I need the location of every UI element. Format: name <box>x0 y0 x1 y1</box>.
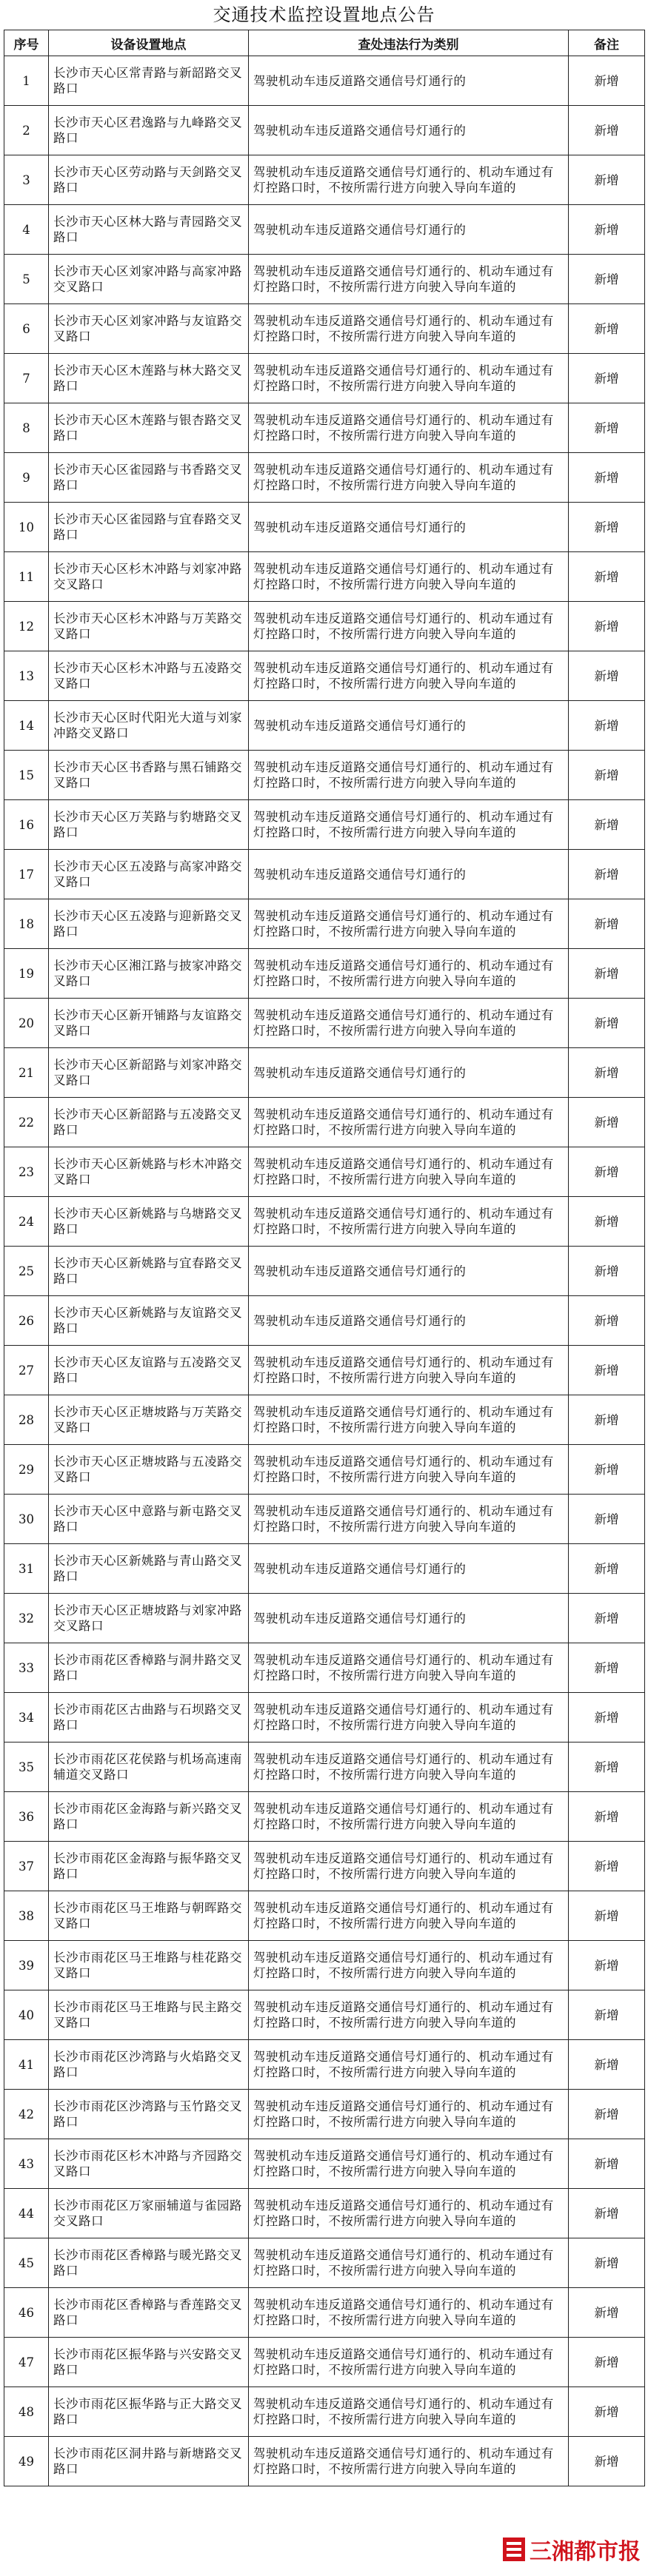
table-row <box>4 1693 645 1743</box>
table-row <box>4 205 645 255</box>
cell-violation-type: 驾驶机动车违反道路交通信号灯通行的、机动车通过有灯控路口时，不按所需行进方向驶入导向车道的 <box>249 800 569 850</box>
cell-location: 长沙市天心区雀园路与书香路交叉路口 <box>49 453 249 503</box>
cell-serial-number: 38 <box>4 1891 49 1941</box>
cell-location: 长沙市天心区湘江路与披家冲路交叉路口 <box>49 949 249 999</box>
table-row <box>4 552 645 602</box>
cell-violation-type: 驾驶机动车违反道路交通信号灯通行的 <box>249 1594 569 1643</box>
cell-note: 新增 <box>569 155 645 205</box>
cell-note: 新增 <box>569 1247 645 1296</box>
cell-violation-type: 驾驶机动车违反道路交通信号灯通行的、机动车通过有灯控路口时，不按所需行进方向驶入导向车道的 <box>249 2090 569 2139</box>
cell-note: 新增 <box>569 2387 645 2437</box>
cell-note: 新增 <box>569 1594 645 1643</box>
cell-serial-number: 33 <box>4 1643 49 1693</box>
cell-note: 新增 <box>569 1445 645 1495</box>
table-row <box>4 255 645 304</box>
cell-violation-type: 驾驶机动车违反道路交通信号灯通行的、机动车通过有灯控路口时，不按所需行进方向驶入导向车道的 <box>249 155 569 205</box>
cell-note: 新增 <box>569 354 645 403</box>
table-row <box>4 2189 645 2238</box>
cell-location: 长沙市天心区林大路与青园路交叉路口 <box>49 205 249 255</box>
cell-serial-number: 31 <box>4 1544 49 1594</box>
cell-violation-type: 驾驶机动车违反道路交通信号灯通行的、机动车通过有灯控路口时，不按所需行进方向驶入导向车道的 <box>249 1643 569 1693</box>
cell-serial-number: 17 <box>4 850 49 899</box>
cell-location: 长沙市天心区时代阳光大道与刘家冲路交叉路口 <box>49 701 249 751</box>
cell-note: 新增 <box>569 2437 645 2486</box>
header-violation-type: 查处违法行为类别 <box>249 30 569 56</box>
cell-serial-number: 19 <box>4 949 49 999</box>
cell-violation-type: 驾驶机动车违反道路交通信号灯通行的、机动车通过有灯控路口时，不按所需行进方向驶入导向车道的 <box>249 2238 569 2288</box>
cell-serial-number: 4 <box>4 205 49 255</box>
table-row <box>4 651 645 701</box>
cell-note: 新增 <box>569 1941 645 1990</box>
cell-violation-type: 驾驶机动车违反道路交通信号灯通行的、机动车通过有灯控路口时，不按所需行进方向驶入导向车道的 <box>249 1197 569 1247</box>
cell-serial-number: 1 <box>4 56 49 106</box>
table-row <box>4 602 645 651</box>
cell-note: 新增 <box>569 2288 645 2338</box>
monitoring-locations-table <box>4 30 645 2486</box>
header-serial-number: 序号 <box>4 30 49 56</box>
cell-serial-number: 40 <box>4 1990 49 2040</box>
cell-note: 新增 <box>569 453 645 503</box>
cell-violation-type: 驾驶机动车违反道路交通信号灯通行的、机动车通过有灯控路口时，不按所需行进方向驶入导向车道的 <box>249 1098 569 1147</box>
table-row <box>4 1247 645 1296</box>
cell-note: 新增 <box>569 1743 645 1792</box>
cell-serial-number: 3 <box>4 155 49 205</box>
cell-location: 长沙市天心区木莲路与林大路交叉路口 <box>49 354 249 403</box>
cell-violation-type: 驾驶机动车违反道路交通信号灯通行的、机动车通过有灯控路口时，不按所需行进方向驶入导向车道的 <box>249 1346 569 1395</box>
cell-violation-type: 驾驶机动车违反道路交通信号灯通行的、机动车通过有灯控路口时，不按所需行进方向驶入导向车道的 <box>249 552 569 602</box>
cell-violation-type: 驾驶机动车违反道路交通信号灯通行的 <box>249 701 569 751</box>
cell-serial-number: 14 <box>4 701 49 751</box>
cell-note: 新增 <box>569 503 645 552</box>
cell-violation-type: 驾驶机动车违反道路交通信号灯通行的、机动车通过有灯控路口时，不按所需行进方向驶入导向车道的 <box>249 403 569 453</box>
table-row <box>4 2238 645 2288</box>
table-header-row <box>4 30 645 56</box>
table-row <box>4 1594 645 1643</box>
cell-serial-number: 44 <box>4 2189 49 2238</box>
cell-serial-number: 32 <box>4 1594 49 1643</box>
cell-violation-type: 驾驶机动车违反道路交通信号灯通行的 <box>249 1048 569 1098</box>
cell-serial-number: 34 <box>4 1693 49 1743</box>
cell-location: 长沙市雨花区马王堆路与桂花路交叉路口 <box>49 1941 249 1990</box>
cell-serial-number: 25 <box>4 1247 49 1296</box>
table-body <box>4 56 645 2486</box>
newspaper-logo-icon <box>501 2535 527 2564</box>
cell-note: 新增 <box>569 255 645 304</box>
table-row <box>4 2437 645 2486</box>
cell-violation-type: 驾驶机动车违反道路交通信号灯通行的 <box>249 850 569 899</box>
cell-serial-number: 27 <box>4 1346 49 1395</box>
table-row <box>4 751 645 800</box>
cell-note: 新增 <box>569 1842 645 1891</box>
cell-note: 新增 <box>569 1048 645 1098</box>
table-row <box>4 2288 645 2338</box>
table-row <box>4 56 645 106</box>
cell-violation-type: 驾驶机动车违反道路交通信号灯通行的、机动车通过有灯控路口时，不按所需行进方向驶入导向车道的 <box>249 1693 569 1743</box>
header-location: 设备设置地点 <box>49 30 249 56</box>
cell-serial-number: 9 <box>4 453 49 503</box>
cell-serial-number: 43 <box>4 2139 49 2189</box>
cell-violation-type: 驾驶机动车违反道路交通信号灯通行的、机动车通过有灯控路口时，不按所需行进方向驶入导向车道的 <box>249 453 569 503</box>
cell-location: 长沙市天心区正塘坡路与刘家冲路交叉路口 <box>49 1594 249 1643</box>
watermark-text: 三湘都市报 <box>530 2539 641 2565</box>
table-row <box>4 1346 645 1395</box>
cell-note: 新增 <box>569 800 645 850</box>
table-row <box>4 106 645 155</box>
cell-location: 长沙市雨花区香樟路与洞井路交叉路口 <box>49 1643 249 1693</box>
cell-note: 新增 <box>569 552 645 602</box>
cell-location: 长沙市天心区书香路与黑石铺路交叉路口 <box>49 751 249 800</box>
cell-violation-type: 驾驶机动车违反道路交通信号灯通行的、机动车通过有灯控路口时，不按所需行进方向驶入导向车道的 <box>249 1445 569 1495</box>
cell-location: 长沙市雨花区沙湾路与火焰路交叉路口 <box>49 2040 249 2090</box>
cell-serial-number: 21 <box>4 1048 49 1098</box>
table-row <box>4 2040 645 2090</box>
cell-note: 新增 <box>569 1395 645 1445</box>
cell-location: 长沙市雨花区马王堆路与民主路交叉路口 <box>49 1990 249 2040</box>
cell-location: 长沙市天心区友谊路与五凌路交叉路口 <box>49 1346 249 1395</box>
cell-location: 长沙市雨花区金海路与新兴路交叉路口 <box>49 1792 249 1842</box>
cell-serial-number: 41 <box>4 2040 49 2090</box>
cell-location: 长沙市雨花区花侯路与机场高速南辅道交叉路口 <box>49 1743 249 1792</box>
cell-note: 新增 <box>569 2040 645 2090</box>
cell-violation-type: 驾驶机动车违反道路交通信号灯通行的、机动车通过有灯控路口时，不按所需行进方向驶入导向车道的 <box>249 1743 569 1792</box>
cell-violation-type: 驾驶机动车违反道路交通信号灯通行的、机动车通过有灯控路口时，不按所需行进方向驶入导向车道的 <box>249 899 569 949</box>
cell-violation-type: 驾驶机动车违反道路交通信号灯通行的、机动车通过有灯控路口时，不按所需行进方向驶入导向车道的 <box>249 949 569 999</box>
cell-serial-number: 35 <box>4 1743 49 1792</box>
cell-location: 长沙市天心区正塘坡路与万芙路交叉路口 <box>49 1395 249 1445</box>
cell-note: 新增 <box>569 602 645 651</box>
cell-violation-type: 驾驶机动车违反道路交通信号灯通行的、机动车通过有灯控路口时，不按所需行进方向驶入导向车道的 <box>249 2437 569 2486</box>
cell-location: 长沙市天心区雀园路与宜春路交叉路口 <box>49 503 249 552</box>
cell-note: 新增 <box>569 1346 645 1395</box>
table-row <box>4 1197 645 1247</box>
cell-violation-type: 驾驶机动车违反道路交通信号灯通行的、机动车通过有灯控路口时，不按所需行进方向驶入导向车道的 <box>249 1495 569 1544</box>
cell-location: 长沙市雨花区古曲路与石坝路交叉路口 <box>49 1693 249 1743</box>
table-row <box>4 453 645 503</box>
cell-note: 新增 <box>569 999 645 1048</box>
cell-location: 长沙市雨花区洞井路与新塘路交叉路口 <box>49 2437 249 2486</box>
cell-note: 新增 <box>569 899 645 949</box>
cell-note: 新增 <box>569 751 645 800</box>
cell-location: 长沙市天心区木莲路与银杏路交叉路口 <box>49 403 249 453</box>
cell-note: 新增 <box>569 2189 645 2238</box>
cell-note: 新增 <box>569 1197 645 1247</box>
cell-serial-number: 42 <box>4 2090 49 2139</box>
cell-serial-number: 20 <box>4 999 49 1048</box>
header-note: 备注 <box>569 30 645 56</box>
table-row <box>4 403 645 453</box>
cell-location: 长沙市天心区常青路与新韶路交叉路口 <box>49 56 249 106</box>
table-row <box>4 1891 645 1941</box>
cell-violation-type: 驾驶机动车违反道路交通信号灯通行的、机动车通过有灯控路口时，不按所需行进方向驶入导向车道的 <box>249 2139 569 2189</box>
cell-note: 新增 <box>569 701 645 751</box>
cell-serial-number: 18 <box>4 899 49 949</box>
cell-note: 新增 <box>569 1693 645 1743</box>
cell-serial-number: 36 <box>4 1792 49 1842</box>
cell-serial-number: 23 <box>4 1147 49 1197</box>
cell-note: 新增 <box>569 1495 645 1544</box>
cell-serial-number: 26 <box>4 1296 49 1346</box>
cell-serial-number: 13 <box>4 651 49 701</box>
table-row <box>4 354 645 403</box>
cell-location: 长沙市天心区新姚路与乌塘路交叉路口 <box>49 1197 249 1247</box>
table-row <box>4 850 645 899</box>
cell-violation-type: 驾驶机动车违反道路交通信号灯通行的、机动车通过有灯控路口时，不按所需行进方向驶入导向车道的 <box>249 751 569 800</box>
cell-serial-number: 12 <box>4 602 49 651</box>
cell-violation-type: 驾驶机动车违反道路交通信号灯通行的、机动车通过有灯控路口时，不按所需行进方向驶入导向车道的 <box>249 2338 569 2387</box>
cell-location: 长沙市天心区五凌路与迎新路交叉路口 <box>49 899 249 949</box>
table-row <box>4 999 645 1048</box>
cell-note: 新增 <box>569 2338 645 2387</box>
cell-serial-number: 30 <box>4 1495 49 1544</box>
cell-location: 长沙市天心区正塘坡路与五凌路交叉路口 <box>49 1445 249 1495</box>
cell-violation-type: 驾驶机动车违反道路交通信号灯通行的 <box>249 106 569 155</box>
page-title: 交通技术监控设置地点公告 <box>213 4 435 25</box>
cell-location: 长沙市天心区万芙路与豹塘路交叉路口 <box>49 800 249 850</box>
cell-note: 新增 <box>569 1643 645 1693</box>
table-row <box>4 1048 645 1098</box>
table-row <box>4 1296 645 1346</box>
cell-note: 新增 <box>569 1990 645 2040</box>
cell-note: 新增 <box>569 106 645 155</box>
table-row <box>4 1842 645 1891</box>
table-row <box>4 800 645 850</box>
cell-serial-number: 22 <box>4 1098 49 1147</box>
cell-serial-number: 46 <box>4 2288 49 2338</box>
table-row <box>4 1147 645 1197</box>
cell-violation-type: 驾驶机动车违反道路交通信号灯通行的、机动车通过有灯控路口时，不按所需行进方向驶入导向车道的 <box>249 2189 569 2238</box>
cell-violation-type: 驾驶机动车违反道路交通信号灯通行的、机动车通过有灯控路口时，不按所需行进方向驶入导向车道的 <box>249 255 569 304</box>
table-row <box>4 2338 645 2387</box>
cell-location: 长沙市天心区中意路与新屯路交叉路口 <box>49 1495 249 1544</box>
table-row <box>4 1990 645 2040</box>
cell-violation-type: 驾驶机动车违反道路交通信号灯通行的 <box>249 503 569 552</box>
cell-note: 新增 <box>569 1296 645 1346</box>
cell-violation-type: 驾驶机动车违反道路交通信号灯通行的 <box>249 1247 569 1296</box>
cell-serial-number: 7 <box>4 354 49 403</box>
cell-location: 长沙市天心区劳动路与天剑路交叉路口 <box>49 155 249 205</box>
cell-location: 长沙市雨花区马王堆路与朝晖路交叉路口 <box>49 1891 249 1941</box>
cell-violation-type: 驾驶机动车违反道路交通信号灯通行的 <box>249 205 569 255</box>
cell-note: 新增 <box>569 1544 645 1594</box>
cell-violation-type: 驾驶机动车违反道路交通信号灯通行的、机动车通过有灯控路口时，不按所需行进方向驶入导向车道的 <box>249 1941 569 1990</box>
cell-violation-type: 驾驶机动车违反道路交通信号灯通行的、机动车通过有灯控路口时，不按所需行进方向驶入导向车道的 <box>249 1395 569 1445</box>
cell-note: 新增 <box>569 2238 645 2288</box>
cell-serial-number: 48 <box>4 2387 49 2437</box>
cell-note: 新增 <box>569 1098 645 1147</box>
cell-violation-type: 驾驶机动车违反道路交通信号灯通行的、机动车通过有灯控路口时，不按所需行进方向驶入导向车道的 <box>249 2288 569 2338</box>
cell-note: 新增 <box>569 1891 645 1941</box>
cell-location: 长沙市天心区杉木冲路与五凌路交叉路口 <box>49 651 249 701</box>
cell-serial-number: 47 <box>4 2338 49 2387</box>
cell-note: 新增 <box>569 403 645 453</box>
cell-location: 长沙市天心区新开铺路与友谊路交叉路口 <box>49 999 249 1048</box>
cell-note: 新增 <box>569 651 645 701</box>
cell-serial-number: 5 <box>4 255 49 304</box>
cell-serial-number: 10 <box>4 503 49 552</box>
cell-serial-number: 15 <box>4 751 49 800</box>
table-row <box>4 1098 645 1147</box>
cell-location: 长沙市雨花区香樟路与香莲路交叉路口 <box>49 2288 249 2338</box>
cell-violation-type: 驾驶机动车违反道路交通信号灯通行的、机动车通过有灯控路口时，不按所需行进方向驶入导向车道的 <box>249 304 569 354</box>
table-row <box>4 304 645 354</box>
cell-location: 长沙市雨花区振华路与兴安路交叉路口 <box>49 2338 249 2387</box>
cell-location: 长沙市雨花区万家丽辅道与雀园路交叉路口 <box>49 2189 249 2238</box>
cell-violation-type: 驾驶机动车违反道路交通信号灯通行的、机动车通过有灯控路口时，不按所需行进方向驶入导向车道的 <box>249 1891 569 1941</box>
table-row <box>4 1445 645 1495</box>
table-row <box>4 1495 645 1544</box>
cell-location: 长沙市天心区新姚路与杉木冲路交叉路口 <box>49 1147 249 1197</box>
cell-location: 长沙市天心区新姚路与友谊路交叉路口 <box>49 1296 249 1346</box>
cell-note: 新增 <box>569 1147 645 1197</box>
cell-location: 长沙市天心区刘家冲路与友谊路交叉路口 <box>49 304 249 354</box>
table-row <box>4 899 645 949</box>
cell-note: 新增 <box>569 2090 645 2139</box>
cell-serial-number: 24 <box>4 1197 49 1247</box>
table-row <box>4 949 645 999</box>
cell-location: 长沙市天心区五凌路与高家冲路交叉路口 <box>49 850 249 899</box>
cell-violation-type: 驾驶机动车违反道路交通信号灯通行的、机动车通过有灯控路口时，不按所需行进方向驶入导向车道的 <box>249 1792 569 1842</box>
cell-serial-number: 16 <box>4 800 49 850</box>
cell-violation-type: 驾驶机动车违反道路交通信号灯通行的、机动车通过有灯控路口时，不按所需行进方向驶入导向车道的 <box>249 651 569 701</box>
cell-note: 新增 <box>569 56 645 106</box>
table-row <box>4 2090 645 2139</box>
cell-violation-type: 驾驶机动车违反道路交通信号灯通行的、机动车通过有灯控路口时，不按所需行进方向驶入导向车道的 <box>249 999 569 1048</box>
cell-note: 新增 <box>569 304 645 354</box>
cell-note: 新增 <box>569 949 645 999</box>
cell-violation-type: 驾驶机动车违反道路交通信号灯通行的 <box>249 1296 569 1346</box>
cell-serial-number: 45 <box>4 2238 49 2288</box>
cell-serial-number: 49 <box>4 2437 49 2486</box>
table-row <box>4 2387 645 2437</box>
cell-serial-number: 37 <box>4 1842 49 1891</box>
table-row <box>4 503 645 552</box>
cell-location: 长沙市天心区新姚路与青山路交叉路口 <box>49 1544 249 1594</box>
cell-serial-number: 39 <box>4 1941 49 1990</box>
cell-location: 长沙市天心区新韶路与刘家冲路交叉路口 <box>49 1048 249 1098</box>
cell-location: 长沙市天心区新韶路与五凌路交叉路口 <box>49 1098 249 1147</box>
cell-serial-number: 11 <box>4 552 49 602</box>
cell-violation-type: 驾驶机动车违反道路交通信号灯通行的、机动车通过有灯控路口时，不按所需行进方向驶入导向车道的 <box>249 1990 569 2040</box>
cell-note: 新增 <box>569 2139 645 2189</box>
table-row <box>4 1544 645 1594</box>
cell-violation-type: 驾驶机动车违反道路交通信号灯通行的、机动车通过有灯控路口时，不按所需行进方向驶入导向车道的 <box>249 1842 569 1891</box>
cell-violation-type: 驾驶机动车违反道路交通信号灯通行的、机动车通过有灯控路口时，不按所需行进方向驶入导向车道的 <box>249 2040 569 2090</box>
cell-violation-type: 驾驶机动车违反道路交通信号灯通行的、机动车通过有灯控路口时，不按所需行进方向驶入导向车道的 <box>249 2387 569 2437</box>
cell-serial-number: 8 <box>4 403 49 453</box>
table-row <box>4 2139 645 2189</box>
cell-note: 新增 <box>569 1792 645 1842</box>
cell-violation-type: 驾驶机动车违反道路交通信号灯通行的 <box>249 56 569 106</box>
cell-serial-number: 28 <box>4 1395 49 1445</box>
cell-location: 长沙市天心区杉木冲路与万芙路交叉路口 <box>49 602 249 651</box>
cell-location: 长沙市天心区杉木冲路与刘家冲路交叉路口 <box>49 552 249 602</box>
cell-location: 长沙市雨花区沙湾路与玉竹路交叉路口 <box>49 2090 249 2139</box>
cell-violation-type: 驾驶机动车违反道路交通信号灯通行的、机动车通过有灯控路口时，不按所需行进方向驶入导向车道的 <box>249 602 569 651</box>
cell-location: 长沙市雨花区香樟路与暖光路交叉路口 <box>49 2238 249 2288</box>
cell-violation-type: 驾驶机动车违反道路交通信号灯通行的、机动车通过有灯控路口时，不按所需行进方向驶入导向车道的 <box>249 1147 569 1197</box>
cell-location: 长沙市雨花区金海路与振华路交叉路口 <box>49 1842 249 1891</box>
table-row <box>4 1643 645 1693</box>
cell-note: 新增 <box>569 205 645 255</box>
cell-note: 新增 <box>569 850 645 899</box>
cell-location: 长沙市雨花区杉木冲路与齐园路交叉路口 <box>49 2139 249 2189</box>
cell-location: 长沙市天心区刘家冲路与高家冲路交叉路口 <box>49 255 249 304</box>
table-row <box>4 1792 645 1842</box>
table-row <box>4 1743 645 1792</box>
cell-location: 长沙市雨花区振华路与正大路交叉路口 <box>49 2387 249 2437</box>
cell-serial-number: 29 <box>4 1445 49 1495</box>
cell-serial-number: 2 <box>4 106 49 155</box>
cell-location: 长沙市天心区君逸路与九峰路交叉路口 <box>49 106 249 155</box>
table-row <box>4 701 645 751</box>
table-row <box>4 1395 645 1445</box>
cell-location: 长沙市天心区新姚路与宜春路交叉路口 <box>49 1247 249 1296</box>
cell-violation-type: 驾驶机动车违反道路交通信号灯通行的、机动车通过有灯控路口时，不按所需行进方向驶入导向车道的 <box>249 354 569 403</box>
cell-violation-type: 驾驶机动车违反道路交通信号灯通行的 <box>249 1544 569 1594</box>
newspaper-watermark <box>497 2529 642 2570</box>
cell-serial-number: 6 <box>4 304 49 354</box>
table-row <box>4 155 645 205</box>
table-row <box>4 1941 645 1990</box>
